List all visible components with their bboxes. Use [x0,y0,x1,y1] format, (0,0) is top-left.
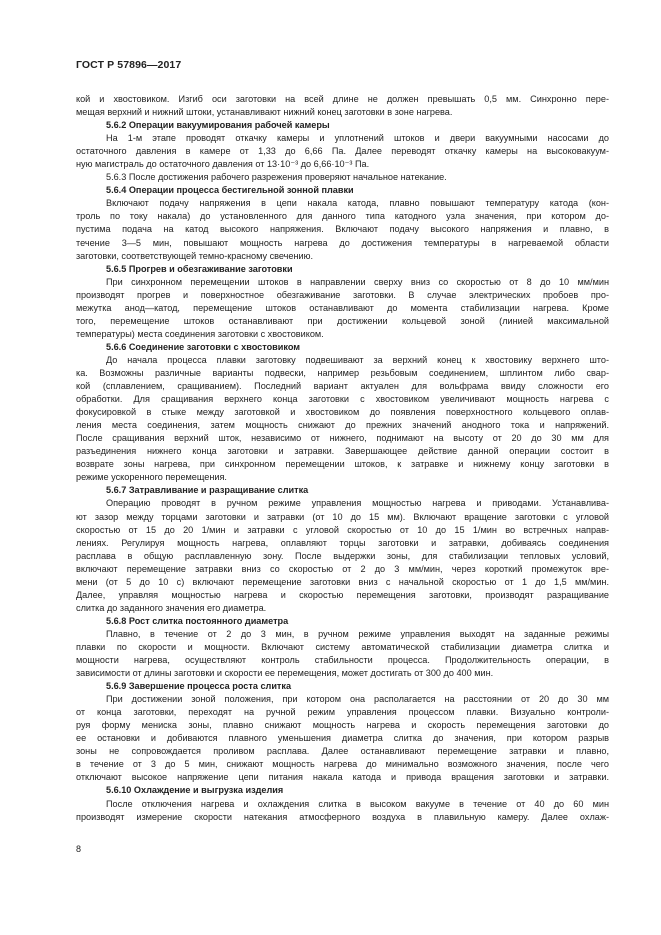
text-line: плавки по скорости и мощности. Включают систему автоматической стабилизации диаметра слитка и [76,641,609,652]
text-line: Далее, управляя мощностью нагрева и скоростью перемещения заготовки, производят разращивание [76,589,609,600]
text-line: ее остановки и добиваются плавного уменьшения диаметра слитка до значения, при котором разрыв [76,733,609,744]
text-line: заготовки, соответствующей темно-красному свечению. [76,250,314,261]
text-line: ют зазор между торцами заготовки и затравки (от 10 до 15 мм). Включают вращение заготовки с угловой [76,511,609,522]
text-line: ления места соединения, затем мощность снижают до прежних значений анодного тока и напряжений. [76,420,609,431]
text-line: включают перемещение затравки вниз со скоростью от 2 до 3 мм/мин, через короткий промежуток вре- [76,563,609,574]
text-line: разъединения нижнего конца заготовки и затравки. Завершающее действие данной операции состоит в [76,446,609,457]
text-line: расплава в общую расплавленную зону. После выдержки зоны, для стабилизации тепловых условий, [76,550,609,561]
text-line: режиме ускоренного перемещения. [76,472,227,483]
text-line: троль по току накала) до установленного для данного типа катодного узла значения, при котором до- [76,211,609,222]
text-line: производят измерение скорости натекания атмосферного воздуха в плавильную камеру. Далее охлаж- [76,811,609,822]
text-line: На 1-м этапе проводят откачку камеры и уплотнений штоков и двери вакуумными насосами до [106,133,609,144]
page-number: 8 [76,844,82,854]
text-line: Включают подачу напряжения в цепи накала катода, плавно повышают температуру катода (кон- [106,198,609,209]
text-line: остаточного давления в камере от 1,33 до 6,66 Па. Далее переводят откачку камеры на высоковакуум- [76,146,609,157]
text-line: межутка анод—катод, перемещение штоков останавливают до момента стабилизации нагрева. Кроме [76,302,609,313]
text-line: руя форму мениска зоны, плавно снижают мощность нагрева и скорость перемещения заготовки до [76,720,609,731]
text-line: фокусировкой в стыке между заготовкой и хвостовиком до появления поверхностного кольцевого оплав- [76,407,609,418]
section-heading: 5.6.8 Рост слитка постоянного диаметра [106,615,289,626]
text-line: температуры) места соединения заготовки с хвостовиком. [76,328,324,339]
text-line: ную магистраль до остаточного давления от 13·10⁻³ до 6,66·10⁻³ Па. [76,159,370,170]
section-heading: 5.6.7 Затравливание и разращивание слитка [106,485,309,496]
text-line: После отключения нагрева и охлаждения слитка в высоком вакууме в течение от 40 до 60 мин [106,798,609,809]
text-line: кой (сплавлением, сращиванием). Последний вариант актуален для вольфрама ввиду сложности его [76,381,609,392]
text-line: мени (от 5 до 10 с) включают перемещение заготовки вниз с начальной скоростью от 1 до 1,5 мм/мин. [76,576,609,587]
section-heading: 5.6.2 Операции вакуумирования рабочей камеры [106,120,330,131]
text-line: мещая верхний и нижний штоки, устанавливают нижний конец заготовки в зоне нагрева. [76,107,453,118]
text-line: течение 3—5 мин, повышают мощность нагрева до достижения температуры в нагреваемой области [76,237,609,248]
section-heading: 5.6.5 Прогрев и обезгаживание заготовки [106,263,293,274]
text-line: того, перемещение штоков останавливают при достижении кольцевой зоной (линией максимальной [76,315,609,326]
text-line: лениях. Регулируя мощность нагрева, оплавляют торцы заготовки и затравки, добиваясь соединения [76,537,609,548]
document-header: ГОСТ Р 57896—2017 [76,59,182,71]
section-heading: 5.6.6 Соединение заготовки с хвостовиком [106,341,301,352]
text-line: мощности нагрева, осуществляют контроль стабильности процесса. Продолжительность операции, в [76,655,609,666]
section-heading: 5.6.4 Операции процесса бестигельной зонной плавки [106,185,354,196]
section-heading: 5.6.9 Завершение процесса роста слитка [106,681,292,692]
text-line: отключают высокое напряжение цепи питания накала катода и привода вращения заготовки и затравки. [76,772,609,783]
text-line: скоростью от 15 до 20 1/мин и затравки с угловой скоростью от 10 до 15 1/мин во встречных направ- [76,524,609,535]
text-line: от конца заготовки, переходят на ручной режим управления процессом плавки. Визуально контроли- [76,707,609,718]
text-line: ка. Возможны различные варианты подвески, например резьбовым соединением, шплинтом либо свар- [76,367,609,378]
document-body [76,93,609,824]
text-line: зависимости от длины заготовки и скорости ее перемещения, может достигать от 300 до 400 мин. [76,668,494,679]
text-line: 5.6.3 После достижения рабочего разрежения проверяют начальное натекание. [106,172,447,183]
text-line: возврате зоны нагрева, при синхронном перемещении штоков, к затравке и нижнему концу заготовки в [76,459,609,470]
text-line: производят прогрев и поверхностное обезгаживание заготовки. В случае электрических пробоев про- [76,289,609,300]
text-line: в течение от 3 до 5 мин, снижают мощность нагрева до минимально возможного значения, после чего [76,759,609,770]
section-heading: 5.6.10 Охлаждение и выгрузка изделия [106,785,284,796]
text-line: зоны не сопровождается проливом расплава. Далее останавливают перемещение затравки и плавно, [76,746,609,757]
text-line: Операцию проводят в ручном режиме управления мощностью нагрева и приводами. Устанавлива- [106,498,609,509]
text-line: пустима подача на катод высокого напряжения. Включают подачу высокого напряжения и плавно, в [76,224,609,235]
text-line: кой и хвостовиком. Изгиб оси заготовки на всей длине не должен превышать 0,5 мм. Синхронно пере- [76,94,609,104]
text-line: Плавно, в течение от 2 до 3 мин, в ручном режиме управления выходят на заданные режимы [106,628,609,639]
text-line: обработки. Для сращивания верхнего конца заготовки с хвостовиком увеличивают мощность нагрева с [76,394,609,405]
text-line: После сращивания верхний шток, независимо от нижнего, поднимают на высоту от 20 до 30 мм для [76,433,609,444]
text-line: При достижении зоной положения, при котором она располагается на расстоянии от 20 до 30 мм [106,694,609,705]
text-line: До начала процесса плавки заготовку подвешивают за верхний конец к хвостовику верхнего што- [106,354,609,365]
text-line: слитка до заданного значения его диаметра. [76,602,267,613]
text-line: При синхронном перемещении штоков в направлении сверху вниз со скоростью от 8 до 10 мм/мин [106,276,609,287]
